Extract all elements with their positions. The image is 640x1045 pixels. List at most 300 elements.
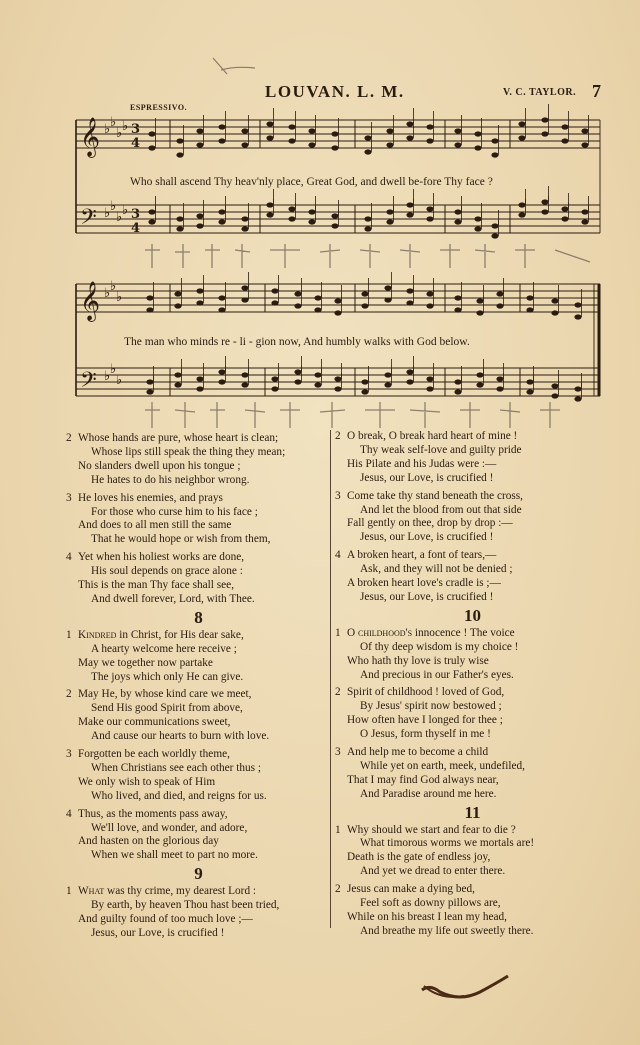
stanza-first-line (66, 688, 331, 702)
stanza-first-line (335, 686, 610, 700)
stanza-line: Ask, and they will not be denied ; (360, 563, 513, 576)
notehead (218, 379, 225, 384)
stanza-number: 1 (335, 823, 341, 836)
stanza-line: Jesus, our Love, is crucified ! (360, 590, 494, 603)
svg-text:♭: ♭ (122, 203, 129, 218)
stanza-first-line (335, 490, 610, 504)
stanza-line: Who lived, and died, and reigns for us. (91, 789, 267, 802)
hymn-number-9: 9 (194, 864, 203, 884)
notehead (196, 300, 203, 305)
stanza-line-text: Come take thy stand beneath the cross, (347, 489, 523, 502)
notehead (386, 209, 393, 214)
stanza-line: Who hath thy love is truly wise (347, 654, 489, 667)
notehead (474, 145, 481, 150)
notehead (334, 386, 341, 391)
notehead (474, 131, 481, 136)
stanza-line-text: O break, O break hard heart of mine ! (347, 430, 518, 442)
notehead (454, 219, 461, 224)
notehead (146, 379, 153, 384)
stanza-first-line (66, 432, 331, 446)
notehead (551, 310, 558, 315)
stanza-line: Make our communications sweet, (78, 716, 231, 729)
notehead (176, 226, 183, 231)
notehead (308, 142, 315, 147)
right-column (335, 430, 610, 943)
stanza-line: Fall gently on thee, drop by drop :— (347, 517, 513, 530)
notehead (426, 138, 433, 143)
notehead (361, 291, 368, 296)
notehead (518, 212, 525, 217)
stanza-line-text: was thy crime, my dearest Lord : (104, 885, 257, 898)
stanza (66, 885, 331, 941)
notehead (454, 379, 461, 384)
notehead (146, 295, 153, 300)
notehead (271, 386, 278, 391)
notehead (266, 135, 273, 140)
notehead (454, 307, 461, 312)
stanza-number: 2 (66, 688, 72, 701)
notehead (294, 379, 301, 384)
notehead (218, 219, 225, 224)
notehead (271, 288, 278, 293)
stanza-opening-word: O childhood's (347, 626, 413, 639)
stanza-opening-word: Kindred (78, 628, 117, 641)
notehead (426, 386, 433, 391)
end-ornament (420, 970, 510, 1010)
notehead (454, 128, 461, 133)
stanza (66, 748, 331, 804)
notehead (454, 389, 461, 394)
notehead (386, 128, 393, 133)
notehead (561, 216, 568, 221)
notehead (271, 376, 278, 381)
stanza-line: Feel soft as downy pillows are, (360, 897, 501, 910)
stanza-first-line (335, 746, 610, 760)
notehead (241, 382, 248, 387)
notehead (541, 199, 548, 204)
stanza-first-line (335, 824, 610, 838)
notehead (331, 223, 338, 228)
stanza-line-text: in Christ, for His dear sake, (116, 628, 244, 641)
notehead (406, 202, 413, 207)
expression-marking: ESPRESSIVO. (130, 103, 188, 112)
notehead (574, 302, 581, 307)
notehead (561, 138, 568, 143)
notehead (148, 131, 155, 136)
notehead (241, 285, 248, 290)
notehead (454, 295, 461, 300)
stanza-line: For those who curse him to his face ; (91, 505, 258, 518)
stanza-line: And breathe my life out sweetly there. (360, 924, 534, 937)
notehead (241, 297, 248, 302)
stanza-number: 3 (335, 489, 341, 502)
notehead (364, 149, 371, 154)
stanza-line: When Christians see each other thus ; (91, 761, 262, 774)
stanza-number: 2 (66, 432, 72, 444)
stanza-line: O Jesus, form thyself in me ! (360, 728, 491, 741)
stanza (66, 551, 331, 607)
notehead (146, 307, 153, 312)
notehead (174, 372, 181, 377)
notehead (454, 209, 461, 214)
treble-staff-2 (76, 284, 600, 312)
svg-text:3: 3 (131, 207, 141, 222)
treble-clef-icon: 𝄞 (80, 281, 101, 321)
stanza-line-text: Thus, as the moments pass away, (78, 807, 228, 820)
notehead (476, 310, 483, 315)
notehead (386, 219, 393, 224)
stanza (335, 627, 610, 683)
notehead (314, 382, 321, 387)
hymn-11-stanzas (335, 824, 610, 939)
notehead (218, 124, 225, 129)
notehead (526, 379, 533, 384)
notehead (364, 135, 371, 140)
notehead (196, 376, 203, 381)
notehead (476, 298, 483, 303)
notehead (581, 219, 588, 224)
stanza-line: What timorous worms we mortals are! (360, 837, 535, 850)
notehead (426, 206, 433, 211)
stanza-first-line (335, 883, 610, 897)
notehead (218, 295, 225, 300)
stanza-first-line (66, 551, 331, 565)
tune-title: LOUVAN. L. M. (265, 82, 405, 101)
stanza-number: 2 (335, 430, 341, 442)
notehead (496, 291, 503, 296)
notehead (496, 386, 503, 391)
svg-text:♭: ♭ (104, 286, 111, 301)
notehead (196, 128, 203, 133)
notehead (241, 226, 248, 231)
notehead (581, 128, 588, 133)
stanza-number: 2 (335, 883, 341, 896)
notehead (288, 124, 295, 129)
notehead (314, 307, 321, 312)
svg-text:♭: ♭ (122, 119, 129, 134)
notehead (406, 379, 413, 384)
stanza-line-text: Why should we start and fear to die ? (347, 823, 516, 836)
notehead (384, 297, 391, 302)
notehead (491, 152, 498, 157)
stanza-line-text: Spirit of childhood ! loved of God, (347, 686, 505, 699)
notehead (406, 369, 413, 374)
stanza-line: His soul depends on grace alone : (91, 565, 243, 578)
svg-text:♭: ♭ (116, 210, 123, 225)
notehead (406, 135, 413, 140)
notehead (518, 135, 525, 140)
stanza-number: 1 (66, 628, 72, 641)
stanza-line: That I may find God always near, (347, 773, 499, 786)
stanza-line: When we shall meet to part no more. (91, 849, 258, 862)
stanza-line-text: Jesus can make a dying bed, (347, 883, 475, 896)
bass-staff-2 (76, 368, 600, 396)
notehead (364, 226, 371, 231)
notehead (526, 389, 533, 394)
stanza-line-text: And help me to become a child (347, 746, 489, 759)
stanza-number: 3 (66, 491, 72, 504)
notehead (406, 121, 413, 126)
bass-clef-icon: 𝄢 (80, 205, 97, 235)
score-lyric-line-1: Who shall ascend Thy heav'nly place, Great God, and dwell be-fore Thy face ? (130, 176, 493, 188)
stanza (66, 629, 331, 685)
bass-clef-icon: 𝄢 (80, 368, 97, 398)
notehead (551, 298, 558, 303)
stanza-first-line (66, 748, 331, 762)
stanza-first-line (66, 808, 331, 822)
notehead (574, 386, 581, 391)
notehead (308, 209, 315, 214)
hymn-10-stanzas (335, 627, 610, 802)
stanza-line: No slanders dwell upon his tongue ; (78, 459, 241, 472)
stanza-line: And let the blood from out that side (360, 503, 522, 516)
notehead (581, 209, 588, 214)
notehead (334, 298, 341, 303)
stanza-first-line (66, 629, 331, 643)
notehead (241, 216, 248, 221)
hymn-9-stanzas-cont (335, 430, 610, 605)
stanza (66, 432, 331, 488)
stanza-number: 3 (335, 746, 341, 759)
stanza (335, 824, 610, 880)
notehead (496, 303, 503, 308)
stanza-line: He hates to do his neighbor wrong. (91, 473, 250, 486)
notehead (476, 372, 483, 377)
svg-text:4: 4 (131, 136, 141, 151)
stanza-line: Jesus, our Love, is crucified ! (360, 531, 494, 544)
notehead (551, 383, 558, 388)
notehead (386, 142, 393, 147)
notehead (574, 396, 581, 401)
notehead (541, 117, 548, 122)
stanza-line-text: Forgotten be each worldly theme, (78, 748, 230, 761)
notehead (541, 131, 548, 136)
stanza-number: 4 (66, 551, 72, 564)
stanza-line: This is the man Thy face shall see, (78, 579, 235, 592)
notehead (384, 382, 391, 387)
hymn-8-stanzas (66, 629, 331, 864)
hymn-7-stanzas (66, 432, 331, 607)
stanza-line: We'll love, and wonder, and adore, (91, 821, 248, 834)
svg-text:♭: ♭ (104, 369, 111, 384)
stanza-line: And dwell forever, Lord, with Thee. (91, 592, 255, 605)
stanza-line: His Pilate and his Judas were :— (347, 457, 497, 470)
stanza (66, 808, 331, 864)
notehead (196, 142, 203, 147)
stanza-opening-word: What (78, 885, 105, 898)
notehead (288, 138, 295, 143)
notehead (361, 379, 368, 384)
notehead (454, 142, 461, 147)
notehead (241, 128, 248, 133)
notehead (426, 291, 433, 296)
svg-text:♭: ♭ (110, 279, 117, 294)
notehead (294, 291, 301, 296)
notehead (218, 369, 225, 374)
stanza-number: 1 (66, 885, 72, 898)
notehead (526, 295, 533, 300)
notehead (176, 216, 183, 221)
stanza-line: And guilty found of too much love ;— (78, 913, 253, 925)
stanza-line: And yet we dread to enter there. (360, 865, 506, 878)
stanza-line: By earth, by heaven Thou hast been tried, (91, 899, 280, 912)
stanza-line: While on his breast I lean my head, (347, 911, 507, 923)
hymn-9-stanza-1 (66, 885, 331, 941)
stanza-line: Thy weak self-love and guilty pride (360, 443, 522, 456)
notehead (541, 209, 548, 214)
notehead (241, 372, 248, 377)
notehead (491, 233, 498, 238)
stanza-line: That he would hope or wish from them, (91, 533, 271, 546)
notehead (218, 209, 225, 214)
notehead (331, 213, 338, 218)
notehead (174, 382, 181, 387)
stanza-line: And cause our hearts to burn with love. (91, 730, 270, 743)
notehead (148, 209, 155, 214)
stanza-line-text: He loves his enemies, and prays (78, 491, 223, 504)
stanza-number: 4 (335, 549, 341, 562)
stanza-line-text: innocence ! The voice (412, 626, 515, 639)
score-lyric-line-2: The man who minds re - li - gion now, And humbly walks with God below. (124, 336, 470, 348)
stanza (335, 430, 610, 486)
notehead (426, 376, 433, 381)
stanza-number: 4 (66, 807, 72, 820)
stanza (66, 688, 331, 744)
stanza-line-text: May He, by whose kind care we meet, (78, 688, 252, 701)
svg-text:♭: ♭ (116, 290, 123, 305)
notehead (146, 389, 153, 394)
notehead (384, 372, 391, 377)
stanza-first-line (335, 549, 610, 563)
stanza-line: By Jesus' spirit now bestowed ; (360, 700, 502, 713)
notehead (174, 303, 181, 308)
notehead (288, 216, 295, 221)
notehead (518, 202, 525, 207)
stanza (335, 549, 610, 605)
stanza-line: Death is the gate of endless joy, (347, 851, 491, 864)
notehead (331, 131, 338, 136)
notehead (426, 124, 433, 129)
notehead (474, 216, 481, 221)
stanza-line: We only wish to speak of Him (78, 775, 216, 788)
treble-clef-icon: 𝄞 (80, 117, 101, 157)
stanza-line: And Paradise around me here. (360, 787, 497, 800)
notehead (148, 219, 155, 224)
notehead (308, 128, 315, 133)
notehead (406, 212, 413, 217)
stanza-line: The joys which only He can give. (91, 670, 244, 683)
notehead (574, 314, 581, 319)
notehead (491, 138, 498, 143)
notehead (581, 142, 588, 147)
notehead (288, 206, 295, 211)
svg-text:4: 4 (131, 221, 141, 236)
notehead (331, 145, 338, 150)
svg-text:♭: ♭ (110, 362, 117, 377)
stanza-first-line (335, 627, 610, 641)
composer-name: V. C. TAYLOR. (503, 87, 577, 98)
notehead (241, 142, 248, 147)
notehead (196, 386, 203, 391)
music-score (0, 0, 640, 430)
notehead (561, 124, 568, 129)
stanza-line: How often have I longed for thee ; (347, 714, 503, 727)
stanza (66, 492, 331, 548)
svg-text:♭: ♭ (104, 206, 111, 221)
stanza-first-line (335, 430, 610, 444)
stanza-line: And does to all men still the same (78, 519, 232, 532)
stanza-line: While yet on earth, meek, undefiled, (360, 759, 525, 772)
stanza-line: A hearty welcome here receive ; (91, 642, 237, 655)
stanza-line: Whose lips still speak the thing they mean; (91, 445, 286, 458)
stanza (335, 883, 610, 939)
notehead (474, 226, 481, 231)
stanza-line: A broken heart love's cradle is ;— (347, 577, 501, 590)
svg-text:♭: ♭ (110, 115, 117, 130)
stanza-line: May we together now partake (78, 656, 213, 669)
stanza-line: Jesus, our Love, is crucified ! (91, 926, 225, 939)
notehead (491, 223, 498, 228)
page-number: 7 (592, 81, 601, 101)
notehead (406, 300, 413, 305)
notehead (266, 212, 273, 217)
stanza (335, 746, 610, 802)
svg-text:♭: ♭ (104, 122, 111, 137)
notehead (361, 389, 368, 394)
left-column (66, 432, 331, 945)
notehead (314, 372, 321, 377)
notehead (476, 382, 483, 387)
notehead (406, 288, 413, 293)
stanza-line-text: Yet when his holiest works are done, (78, 551, 245, 564)
notehead (148, 145, 155, 150)
notehead (314, 295, 321, 300)
notehead (308, 219, 315, 224)
notehead (551, 393, 558, 398)
notehead (518, 121, 525, 126)
notehead (294, 303, 301, 308)
notehead (218, 138, 225, 143)
stanza-first-line (66, 885, 331, 899)
notehead (294, 369, 301, 374)
notehead (361, 303, 368, 308)
notehead (174, 291, 181, 296)
notehead (496, 376, 503, 381)
stanza-line-text: A broken heart, a font of tears,— (347, 549, 497, 562)
svg-text:♭: ♭ (110, 199, 117, 214)
notehead (561, 206, 568, 211)
stanza-number: 3 (66, 748, 72, 761)
notehead (176, 138, 183, 143)
stanza-first-line (66, 492, 331, 506)
notehead (426, 303, 433, 308)
svg-text:♭: ♭ (116, 126, 123, 141)
stanza (335, 490, 610, 546)
stanza-number: 1 (335, 626, 341, 639)
svg-text:3: 3 (131, 122, 141, 137)
stanza-number: 2 (335, 686, 341, 699)
stanza-line: Jesus, our Love, is crucified ! (360, 471, 494, 484)
notehead (176, 152, 183, 157)
hymn-number-11: 11 (464, 802, 481, 822)
notehead (196, 288, 203, 293)
notehead (364, 216, 371, 221)
notehead (334, 376, 341, 381)
notehead (266, 121, 273, 126)
notehead (196, 223, 203, 228)
stanza-line: And precious in our Father's eyes. (360, 668, 514, 681)
stanza (335, 686, 610, 742)
